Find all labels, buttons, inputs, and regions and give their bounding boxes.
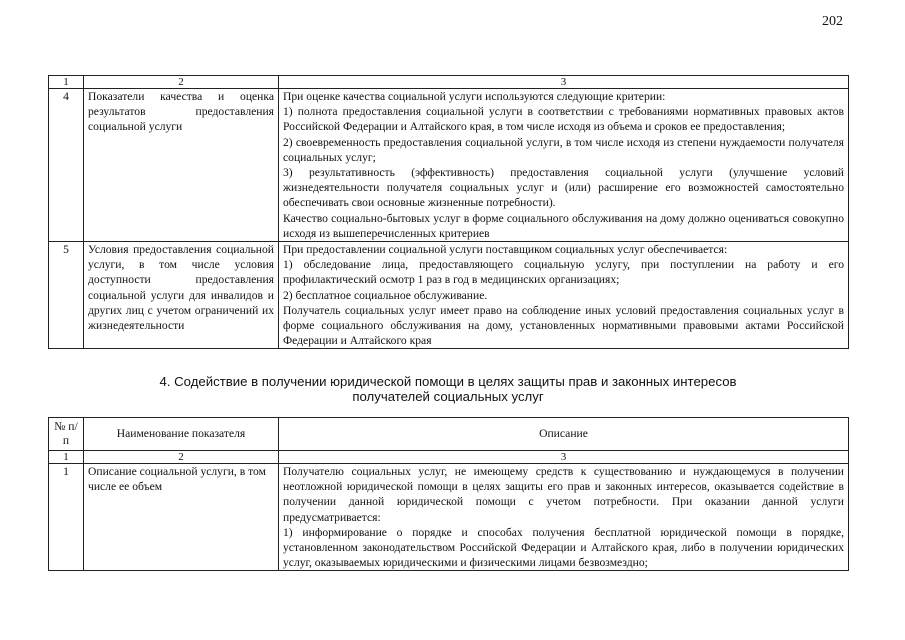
description-paragraph: 2) своевременность предоставления социальной услуги, в том числе исходя из степени нуждаемости получателя социальных услуг; [283,135,844,164]
section-title-line: получателей социальных услуг [352,389,544,404]
table-header-row [49,76,849,89]
table-column-headers [49,418,849,451]
services-table-continued [48,75,849,349]
description-paragraph: 1) полнота предоставления социальной услуги в соответствии с требованиями нормативных правовых актов Российской Федерации и Алтайского края, в том числе исходя из объема и сроков ее предоставления; [283,105,844,134]
column-header-name: Наименование показателя [84,418,279,451]
column-number-1: 1 [49,76,84,89]
page-number: 202 [822,14,843,29]
table-header-row [49,451,849,464]
row-number: 1 [49,464,84,571]
description-paragraph: При оценке качества социальной услуги используются следующие критерии: [283,90,666,103]
legal-aid-service-table [48,417,849,571]
description-paragraph: При предоставлении социальной услуги поставщиком социальных услуг обеспечивается: [283,243,728,257]
indicator-description [279,464,849,571]
column-header-description: Описание [279,418,849,451]
table-row [49,89,849,242]
indicator-description [279,89,849,242]
indicator-name: Показатели качества и оценка результатов предоставления социальной услуги [84,89,279,242]
description-paragraph: Получатель социальных услуг имеет право на соблюдение иных условий предоставления социальных услуг в форме социального обслуживания на дому, установленных нормативными правовыми актами Российской Федерации и Алтайского края [283,303,844,348]
table-row [49,464,849,571]
column-number-2: 2 [84,76,279,89]
row-number: 5 [49,242,84,349]
section-title [48,374,848,404]
description-paragraph: 1) информирование о порядке и способах получения бесплатной юридической помощи в порядке, установленном законодательством Российской Федерации и Алтайского края, либо в получении юридических услуг, оказываемых юридическими и физическими лицами безвозмездно; [283,525,844,570]
column-number-3: 3 [279,76,849,89]
description-paragraph: 3) результативность (эффективность) предоставления социальной услуги (улучшение условий жизнедеятельности получателя социальных услуг и (или) расширение его возможностей самостоятельно обеспечивать свои основные жизненные потребности). [283,166,844,210]
column-number-3: 3 [279,451,849,464]
description-paragraph: 1) обследование лица, предоставляющего социальную услугу, при поступлении на работу и его профилактический осмотр 1 раз в год в медицинских организациях; [283,258,844,287]
table-row [49,242,849,349]
description-paragraph: Получателю социальных услуг, не имеющему средств к существованию и нуждающемуся в получении неотложной юридической помощи в целях защиты его прав и законных интересов, оказывается содействие в получении данной юридической помощи с учетом потребности. При оказании данной услуги предусматривается: [283,465,844,524]
description-paragraph: 2) бесплатное социальное обслуживание. [283,288,488,302]
section-title-line: 4. Содействие в получении юридической помощи в целях защиты прав и законных интересов [159,374,737,389]
row-number: 4 [49,89,84,242]
indicator-name: Условия предоставления социальной услуги, в том числе условия доступности предоставления социальной услуги для инвалидов и других лиц с учетом ограничений их жизнедеятельности [84,242,279,349]
description-paragraph: Качество социально-бытовых услуг в форме социального обслуживания на дому должно оцениваться совокупно исходя из вышеперечисленных критериев [283,211,844,240]
column-number-1: 1 [49,451,84,464]
column-number-2: 2 [84,451,279,464]
column-header-number: № п/п [49,418,84,451]
indicator-name: Описание социальной услуги, в том числе ее объем [84,464,279,571]
indicator-description [279,242,849,349]
